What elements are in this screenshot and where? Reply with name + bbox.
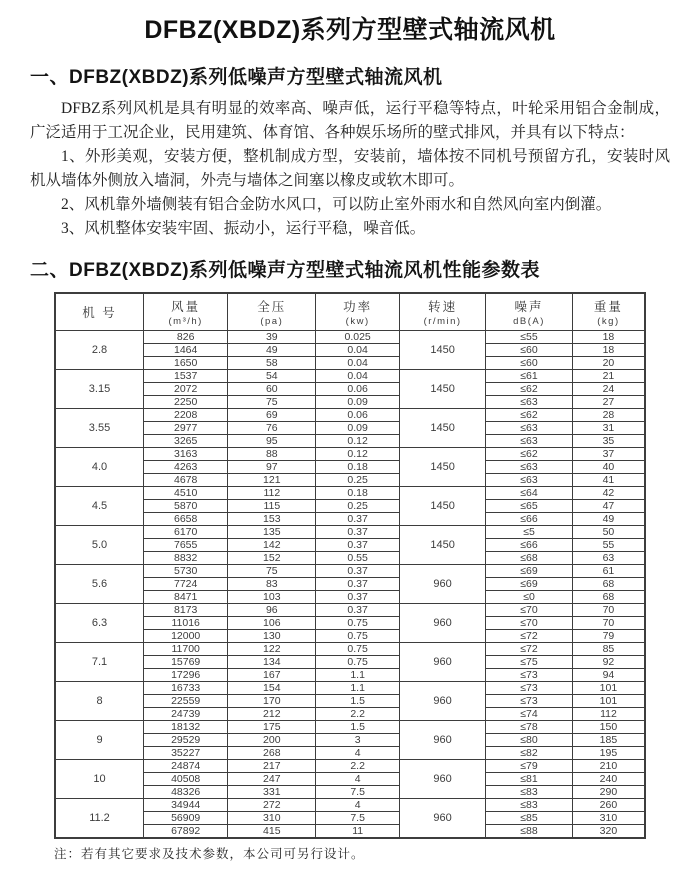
model-cell: 2.8: [55, 331, 144, 370]
table-row: [55, 435, 645, 448]
pressure-cell: 167: [228, 669, 316, 682]
table-row: [55, 370, 645, 383]
pressure-cell: 49: [228, 344, 316, 357]
table-row: [55, 565, 645, 578]
section1-heading: 一、DFBZ(XBDZ)系列低噪声方型壁式轴流风机: [30, 67, 443, 88]
table-row: [55, 591, 645, 604]
noise-cell: ≤73: [486, 695, 573, 708]
power-cell: 0.18: [316, 487, 400, 500]
weight-cell: 94: [572, 669, 645, 682]
pressure-cell: 106: [228, 617, 316, 630]
speed-cell: 960: [400, 643, 486, 682]
noise-cell: ≤72: [486, 630, 573, 643]
table-row: [55, 604, 645, 617]
table-row: [55, 747, 645, 760]
weight-cell: 68: [572, 578, 645, 591]
table-row: [55, 812, 645, 825]
weight-cell: 47: [572, 500, 645, 513]
speed-cell: 1450: [400, 331, 486, 370]
power-cell: 0.25: [316, 474, 400, 487]
noise-cell: ≤85: [486, 812, 573, 825]
airflow-cell: 40508: [144, 773, 228, 786]
weight-cell: 49: [572, 513, 645, 526]
model-cell: 4.5: [55, 487, 144, 526]
table-row: [55, 474, 645, 487]
pressure-cell: 268: [228, 747, 316, 760]
noise-cell: ≤88: [486, 825, 573, 839]
table-row: [55, 682, 645, 695]
table-row: [55, 578, 645, 591]
noise-cell: ≤63: [486, 396, 573, 409]
weight-cell: 101: [572, 695, 645, 708]
weight-cell: 21: [572, 370, 645, 383]
model-cell: 5.6: [55, 565, 144, 604]
feature-item-3: 3、风机整体安装牢固、振动小，运行平稳，噪音低。: [61, 220, 426, 238]
weight-cell: 37: [572, 448, 645, 461]
noise-cell: ≤83: [486, 799, 573, 812]
pressure-cell: 103: [228, 591, 316, 604]
noise-cell: ≤64: [486, 487, 573, 500]
pressure-cell: 88: [228, 448, 316, 461]
table-row: [55, 331, 645, 344]
pressure-cell: 130: [228, 630, 316, 643]
airflow-cell: 1650: [144, 357, 228, 370]
airflow-cell: 6658: [144, 513, 228, 526]
column-header-6: 重量 (kg): [572, 293, 645, 331]
pressure-cell: 152: [228, 552, 316, 565]
feature-item-2: 2、风机靠外墙侧装有铝合金防水风口，可以防止室外雨水和自然风向室内倒灌。: [61, 196, 612, 214]
power-cell: 0.37: [316, 591, 400, 604]
pressure-cell: 135: [228, 526, 316, 539]
table-row: [55, 799, 645, 812]
power-cell: 0.75: [316, 656, 400, 669]
pressure-cell: 154: [228, 682, 316, 695]
table-row: [55, 357, 645, 370]
airflow-cell: 4263: [144, 461, 228, 474]
pressure-cell: 212: [228, 708, 316, 721]
table-row: [55, 409, 645, 422]
pressure-cell: 95: [228, 435, 316, 448]
power-cell: 2.2: [316, 760, 400, 773]
model-cell: 6.3: [55, 604, 144, 643]
weight-cell: 320: [572, 825, 645, 839]
power-cell: 0.06: [316, 383, 400, 396]
airflow-cell: 35227: [144, 747, 228, 760]
power-cell: 0.25: [316, 500, 400, 513]
weight-cell: 50: [572, 526, 645, 539]
noise-cell: ≤61: [486, 370, 573, 383]
column-header-1: 风量 (m³/h): [144, 293, 228, 331]
noise-cell: ≤72: [486, 643, 573, 656]
table-row: [55, 513, 645, 526]
weight-cell: 24: [572, 383, 645, 396]
airflow-cell: 16733: [144, 682, 228, 695]
power-cell: 0.75: [316, 630, 400, 643]
weight-cell: 310: [572, 812, 645, 825]
pressure-cell: 54: [228, 370, 316, 383]
weight-cell: 70: [572, 604, 645, 617]
noise-cell: ≤73: [486, 669, 573, 682]
airflow-cell: 7724: [144, 578, 228, 591]
power-cell: 1.1: [316, 669, 400, 682]
airflow-cell: 15769: [144, 656, 228, 669]
power-cell: 0.18: [316, 461, 400, 474]
table-row: [55, 721, 645, 734]
noise-cell: ≤79: [486, 760, 573, 773]
noise-cell: ≤73: [486, 682, 573, 695]
speed-cell: 1450: [400, 370, 486, 409]
airflow-cell: 3163: [144, 448, 228, 461]
column-header-5: 噪声 dB(A): [486, 293, 573, 331]
weight-cell: 79: [572, 630, 645, 643]
pressure-cell: 415: [228, 825, 316, 839]
weight-cell: 210: [572, 760, 645, 773]
noise-cell: ≤80: [486, 734, 573, 747]
noise-cell: ≤75: [486, 656, 573, 669]
pressure-cell: 310: [228, 812, 316, 825]
table-row: [55, 760, 645, 773]
speed-cell: 960: [400, 760, 486, 799]
model-cell: 4.0: [55, 448, 144, 487]
airflow-cell: 24874: [144, 760, 228, 773]
pressure-cell: 58: [228, 357, 316, 370]
noise-cell: ≤0: [486, 591, 573, 604]
performance-table-head: [55, 293, 645, 331]
noise-cell: ≤69: [486, 578, 573, 591]
airflow-cell: 5730: [144, 565, 228, 578]
pressure-cell: 170: [228, 695, 316, 708]
weight-cell: 112: [572, 708, 645, 721]
weight-cell: 31: [572, 422, 645, 435]
power-cell: 0.75: [316, 643, 400, 656]
pressure-cell: 76: [228, 422, 316, 435]
airflow-cell: 2250: [144, 396, 228, 409]
airflow-cell: 56909: [144, 812, 228, 825]
pressure-cell: 83: [228, 578, 316, 591]
airflow-cell: 6170: [144, 526, 228, 539]
noise-cell: ≤63: [486, 422, 573, 435]
pressure-cell: 121: [228, 474, 316, 487]
power-cell: 0.37: [316, 539, 400, 552]
pressure-cell: 75: [228, 565, 316, 578]
model-cell: 3.15: [55, 370, 144, 409]
noise-cell: ≤70: [486, 604, 573, 617]
table-row: [55, 786, 645, 799]
power-cell: 1.5: [316, 721, 400, 734]
power-cell: 1.1: [316, 682, 400, 695]
model-cell: 11.2: [55, 799, 144, 839]
weight-cell: 35: [572, 435, 645, 448]
table-row: [55, 643, 645, 656]
power-cell: 4: [316, 773, 400, 786]
power-cell: 0.12: [316, 435, 400, 448]
weight-cell: 61: [572, 565, 645, 578]
model-cell: 7.1: [55, 643, 144, 682]
performance-table-body: [55, 331, 645, 839]
noise-cell: ≤66: [486, 539, 573, 552]
table-row: [55, 344, 645, 357]
model-cell: 10: [55, 760, 144, 799]
table-row: [55, 773, 645, 786]
airflow-cell: 48326: [144, 786, 228, 799]
weight-cell: 27: [572, 396, 645, 409]
speed-cell: 960: [400, 682, 486, 721]
speed-cell: 1450: [400, 448, 486, 487]
pressure-cell: 134: [228, 656, 316, 669]
pressure-cell: 217: [228, 760, 316, 773]
noise-cell: ≤82: [486, 747, 573, 760]
power-cell: 0.09: [316, 396, 400, 409]
pressure-cell: 60: [228, 383, 316, 396]
pressure-cell: 122: [228, 643, 316, 656]
weight-cell: 185: [572, 734, 645, 747]
weight-cell: 63: [572, 552, 645, 565]
power-cell: 4: [316, 747, 400, 760]
table-row: [55, 500, 645, 513]
airflow-cell: 8832: [144, 552, 228, 565]
power-cell: 0.55: [316, 552, 400, 565]
airflow-cell: 5870: [144, 500, 228, 513]
noise-cell: ≤63: [486, 461, 573, 474]
speed-cell: 960: [400, 604, 486, 643]
noise-cell: ≤5: [486, 526, 573, 539]
table-row: [55, 656, 645, 669]
noise-cell: ≤83: [486, 786, 573, 799]
weight-cell: 40: [572, 461, 645, 474]
noise-cell: ≤60: [486, 357, 573, 370]
power-cell: 0.04: [316, 344, 400, 357]
noise-cell: ≤70: [486, 617, 573, 630]
weight-cell: 68: [572, 591, 645, 604]
airflow-cell: 2208: [144, 409, 228, 422]
airflow-cell: 8173: [144, 604, 228, 617]
pressure-cell: 331: [228, 786, 316, 799]
noise-cell: ≤65: [486, 500, 573, 513]
power-cell: 0.37: [316, 578, 400, 591]
pressure-cell: 97: [228, 461, 316, 474]
weight-cell: 92: [572, 656, 645, 669]
page-title: DFBZ(XBDZ)系列方型壁式轴流风机: [144, 16, 556, 44]
power-cell: 1.5: [316, 695, 400, 708]
table-row: [55, 617, 645, 630]
table-row: [55, 448, 645, 461]
feature-item-1: 1、外形美观，安装方便，整机制成方型，安装前，墙体按不同机号预留方孔，安装时风机从墙体外侧放入墙洞，外壳与墙体之间塞以橡皮或软木即可。: [30, 148, 670, 190]
pressure-cell: 200: [228, 734, 316, 747]
noise-cell: ≤74: [486, 708, 573, 721]
airflow-cell: 67892: [144, 825, 228, 839]
power-cell: 0.37: [316, 565, 400, 578]
table-row: [55, 695, 645, 708]
power-cell: 7.5: [316, 812, 400, 825]
pressure-cell: 175: [228, 721, 316, 734]
noise-cell: ≤62: [486, 383, 573, 396]
airflow-cell: 1464: [144, 344, 228, 357]
speed-cell: 960: [400, 799, 486, 839]
pressure-cell: 247: [228, 773, 316, 786]
weight-cell: 195: [572, 747, 645, 760]
section2-heading: 二、DFBZ(XBDZ)系列低噪声方型壁式轴流风机性能参数表: [30, 260, 541, 282]
table-header-row: [55, 293, 645, 331]
power-cell: 0.37: [316, 604, 400, 617]
table-row: [55, 734, 645, 747]
pressure-cell: 75: [228, 396, 316, 409]
noise-cell: ≤81: [486, 773, 573, 786]
airflow-cell: 22559: [144, 695, 228, 708]
airflow-cell: 826: [144, 331, 228, 344]
airflow-cell: 18132: [144, 721, 228, 734]
column-header-2: 全压 (pa): [228, 293, 316, 331]
weight-cell: 101: [572, 682, 645, 695]
table-row: [55, 630, 645, 643]
noise-cell: ≤63: [486, 474, 573, 487]
weight-cell: 20: [572, 357, 645, 370]
weight-cell: 150: [572, 721, 645, 734]
speed-cell: 1450: [400, 409, 486, 448]
noise-cell: ≤63: [486, 435, 573, 448]
table-row: [55, 383, 645, 396]
speed-cell: 960: [400, 721, 486, 760]
noise-cell: ≤68: [486, 552, 573, 565]
table-row: [55, 708, 645, 721]
pressure-cell: 39: [228, 331, 316, 344]
power-cell: 4: [316, 799, 400, 812]
power-cell: 2.2: [316, 708, 400, 721]
pressure-cell: 69: [228, 409, 316, 422]
weight-cell: 28: [572, 409, 645, 422]
airflow-cell: 17296: [144, 669, 228, 682]
airflow-cell: 24739: [144, 708, 228, 721]
airflow-cell: 12000: [144, 630, 228, 643]
model-cell: 8: [55, 682, 144, 721]
airflow-cell: 2977: [144, 422, 228, 435]
weight-cell: 42: [572, 487, 645, 500]
airflow-cell: 11700: [144, 643, 228, 656]
intro-paragraph: DFBZ系列风机是具有明显的效率高、噪声低，运行平稳等特点，叶轮采用铝合金制成，广泛适用于工况企业，民用建筑、体育馆、各种娱乐场所的壁式排风，并具有以下特点：: [30, 100, 670, 142]
pressure-cell: 153: [228, 513, 316, 526]
power-cell: 0.025: [316, 331, 400, 344]
noise-cell: ≤55: [486, 331, 573, 344]
weight-cell: 290: [572, 786, 645, 799]
noise-cell: ≤62: [486, 448, 573, 461]
weight-cell: 70: [572, 617, 645, 630]
column-header-3: 功率 (kw): [316, 293, 400, 331]
power-cell: 0.04: [316, 357, 400, 370]
weight-cell: 18: [572, 331, 645, 344]
power-cell: 11: [316, 825, 400, 839]
power-cell: 0.04: [316, 370, 400, 383]
weight-cell: 85: [572, 643, 645, 656]
column-header-4: 转速 (r/min): [400, 293, 486, 331]
power-cell: 0.75: [316, 617, 400, 630]
weight-cell: 55: [572, 539, 645, 552]
power-cell: 0.37: [316, 526, 400, 539]
power-cell: 0.09: [316, 422, 400, 435]
table-row: [55, 539, 645, 552]
table-row: [55, 422, 645, 435]
feature-list: [30, 145, 670, 241]
speed-cell: 960: [400, 565, 486, 604]
model-cell: 5.0: [55, 526, 144, 565]
table-row: [55, 552, 645, 565]
airflow-cell: 3265: [144, 435, 228, 448]
pressure-cell: 115: [228, 500, 316, 513]
noise-cell: ≤62: [486, 409, 573, 422]
power-cell: 0.12: [316, 448, 400, 461]
weight-cell: 260: [572, 799, 645, 812]
performance-table: [54, 292, 646, 839]
noise-cell: ≤78: [486, 721, 573, 734]
table-row: [55, 669, 645, 682]
model-cell: 3.55: [55, 409, 144, 448]
weight-cell: 41: [572, 474, 645, 487]
power-cell: 7.5: [316, 786, 400, 799]
power-cell: 0.37: [316, 513, 400, 526]
weight-cell: 240: [572, 773, 645, 786]
pressure-cell: 112: [228, 487, 316, 500]
power-cell: 0.06: [316, 409, 400, 422]
airflow-cell: 4510: [144, 487, 228, 500]
pressure-cell: 96: [228, 604, 316, 617]
noise-cell: ≤69: [486, 565, 573, 578]
table-row: [55, 825, 645, 839]
airflow-cell: 2072: [144, 383, 228, 396]
pressure-cell: 272: [228, 799, 316, 812]
table-row: [55, 526, 645, 539]
speed-cell: 1450: [400, 526, 486, 565]
airflow-cell: 11016: [144, 617, 228, 630]
speed-cell: 1450: [400, 487, 486, 526]
pressure-cell: 142: [228, 539, 316, 552]
power-cell: 3: [316, 734, 400, 747]
noise-cell: ≤60: [486, 344, 573, 357]
table-row: [55, 461, 645, 474]
noise-cell: ≤66: [486, 513, 573, 526]
airflow-cell: 29529: [144, 734, 228, 747]
model-cell: 9: [55, 721, 144, 760]
footnote: 注：若有其它要求及技术参数，本公司可另行设计。: [54, 847, 365, 862]
airflow-cell: 8471: [144, 591, 228, 604]
weight-cell: 18: [572, 344, 645, 357]
table-row: [55, 487, 645, 500]
airflow-cell: 34944: [144, 799, 228, 812]
table-row: [55, 396, 645, 409]
column-header-0: 机 号: [55, 293, 144, 331]
airflow-cell: 7655: [144, 539, 228, 552]
airflow-cell: 1537: [144, 370, 228, 383]
airflow-cell: 4678: [144, 474, 228, 487]
